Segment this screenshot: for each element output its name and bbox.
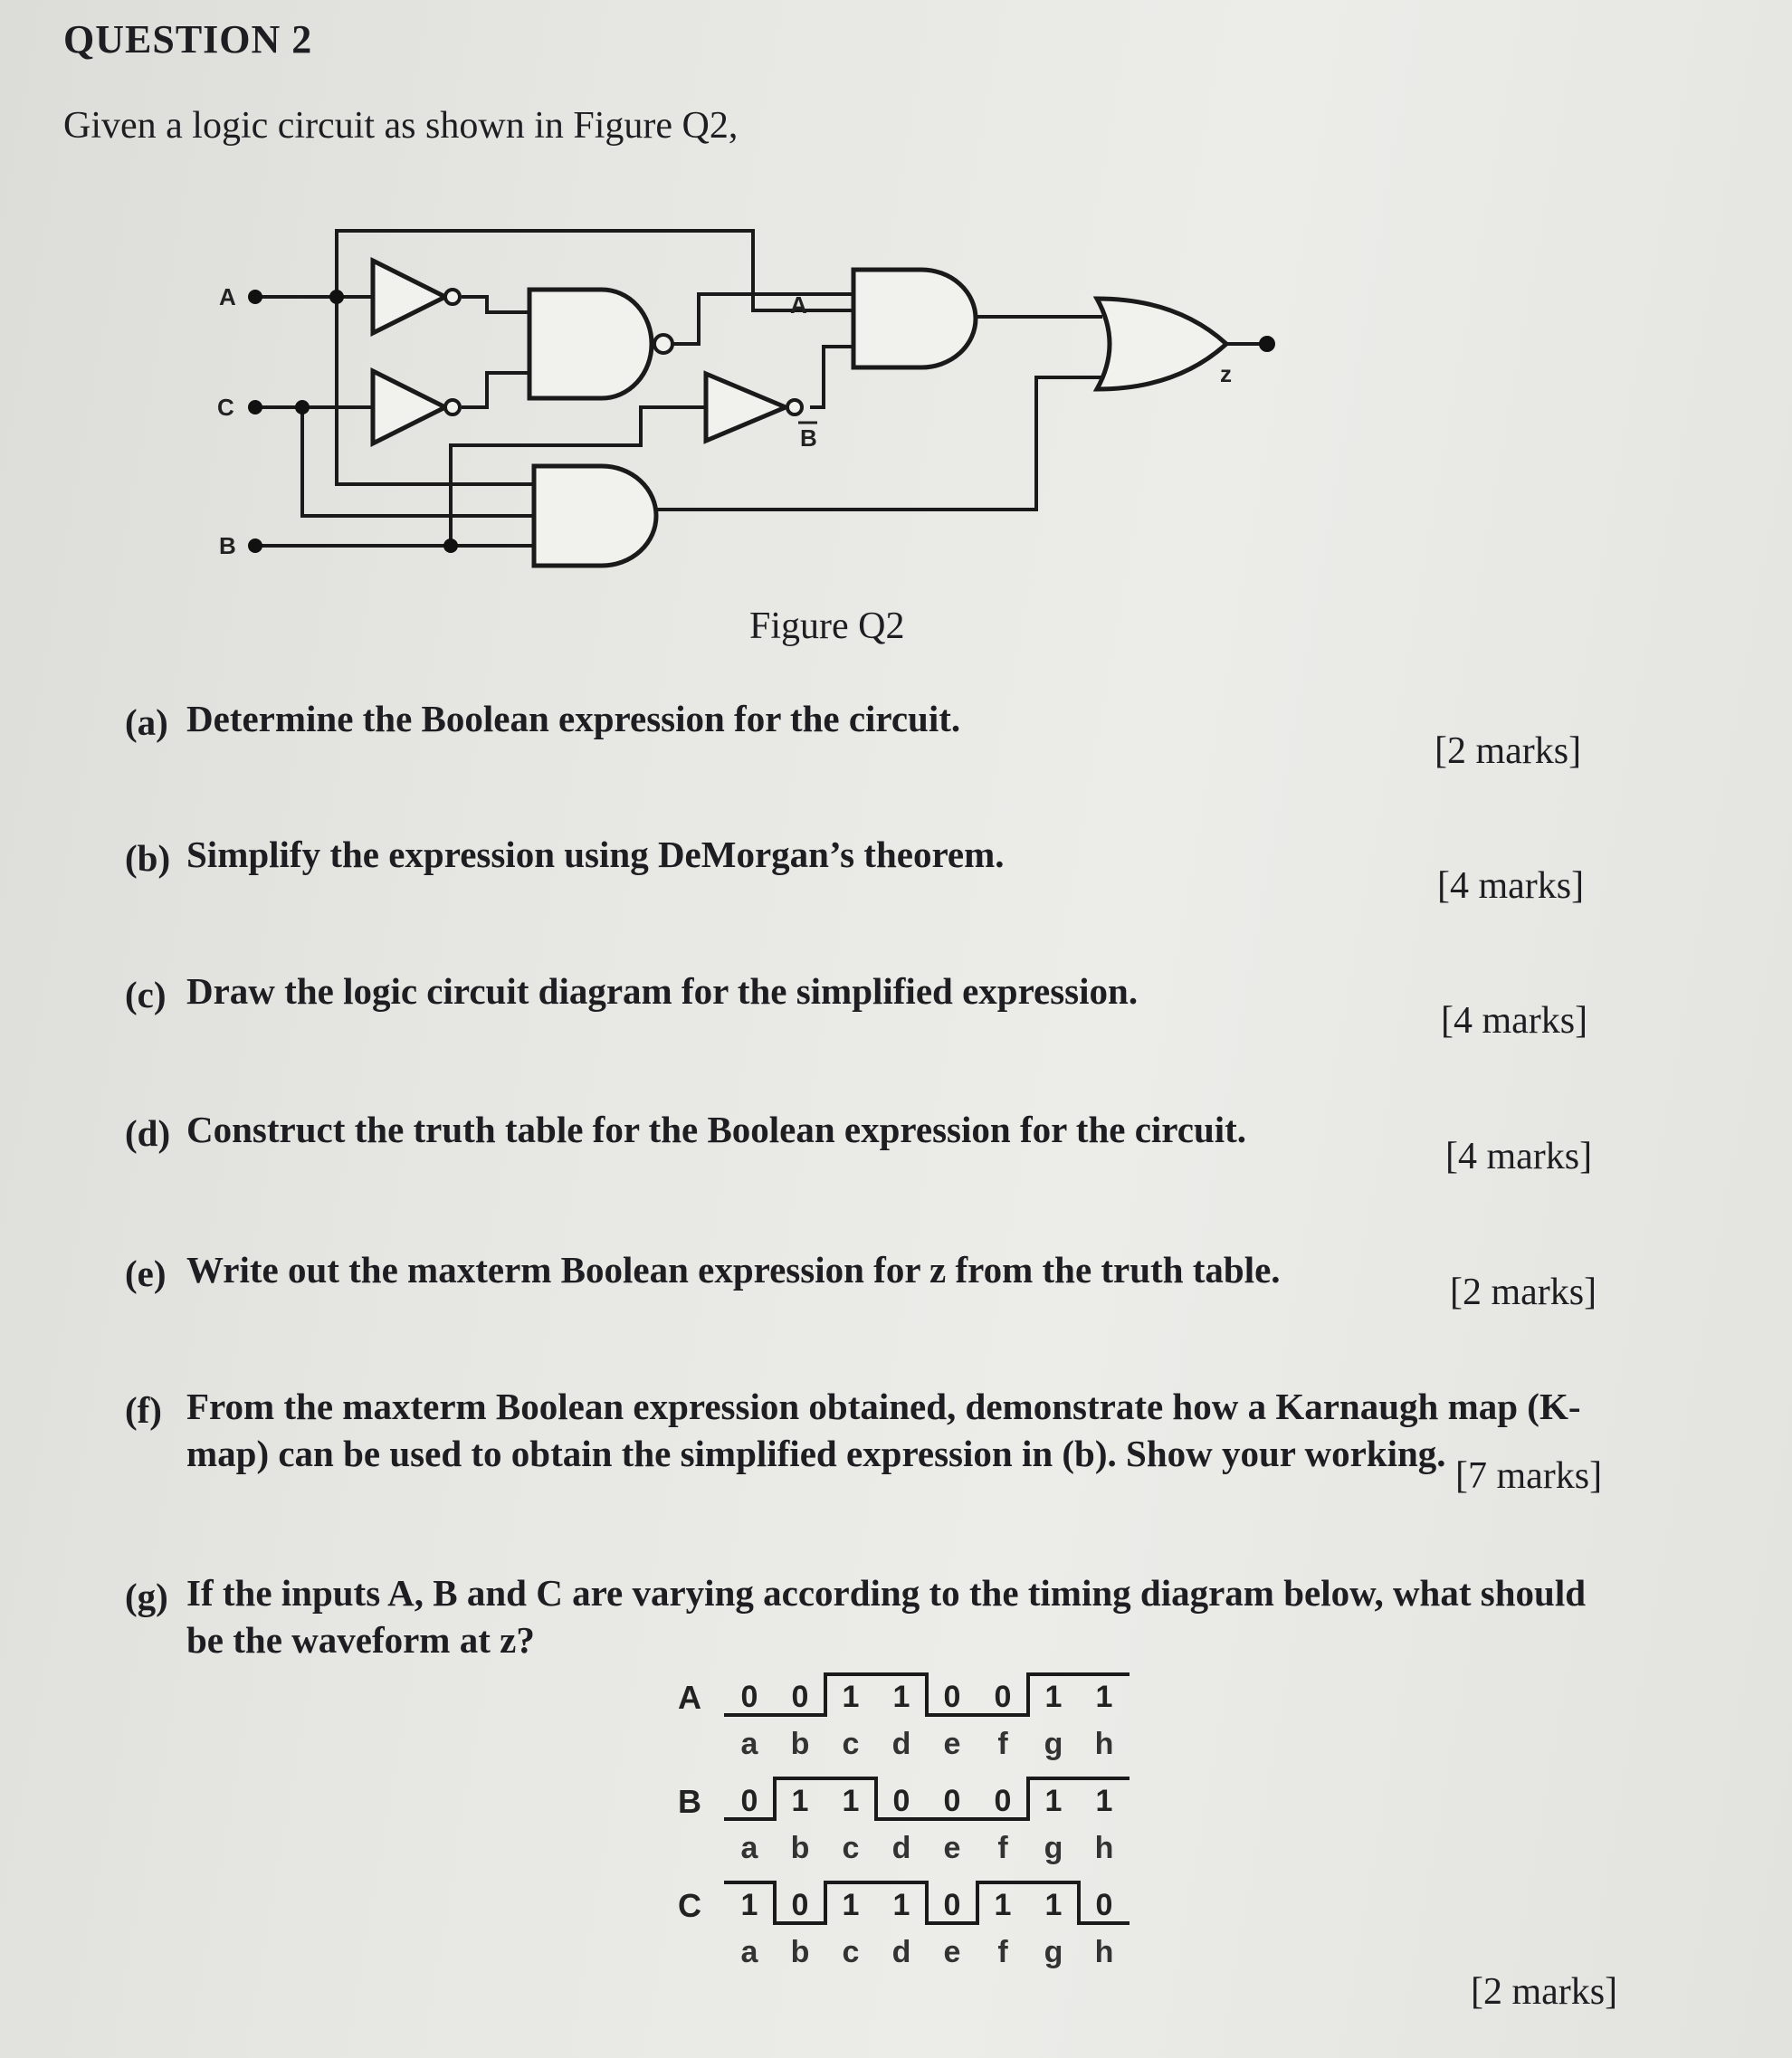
- signal-value-a-a: 0: [740, 1680, 758, 1714]
- output-z-label: z: [1220, 360, 1232, 387]
- signal-value-b-e: 0: [943, 1784, 961, 1818]
- marks-f: [7 marks]: [1455, 1455, 1603, 1497]
- signal-value-b-b: 1: [791, 1784, 809, 1818]
- column-letter-a: a: [740, 1727, 758, 1761]
- column-letter-f: f: [997, 1727, 1008, 1761]
- marks-e: [2 marks]: [1450, 1272, 1597, 1313]
- not-gate-b: [706, 374, 802, 441]
- question-text-f-line1: From the maxterm Boolean expression obtained, demonstrate how a Karnaugh map (K-: [186, 1386, 1581, 1427]
- question-heading: QUESTION 2: [63, 17, 313, 62]
- signal-value-b-g: 1: [1044, 1784, 1063, 1818]
- question-label-c: (c): [125, 974, 167, 1015]
- column-letter-c: c: [842, 1831, 860, 1865]
- figure-caption: Figure Q2: [749, 605, 905, 647]
- input-b-terminal: [248, 538, 262, 553]
- timing-diagram: [670, 1656, 1158, 1982]
- column-letter-g: g: [1044, 1727, 1063, 1761]
- column-letter-d: d: [891, 1727, 911, 1761]
- question-label-f: (f): [125, 1389, 162, 1431]
- not-gate-a: [373, 261, 460, 333]
- signal-value-b-f: 0: [994, 1784, 1012, 1818]
- column-letter-e: e: [943, 1831, 961, 1865]
- column-letter-f: f: [997, 1935, 1008, 1969]
- column-letter-e: e: [943, 1727, 961, 1761]
- question-label-a: (a): [125, 701, 168, 743]
- signal-value-a-c: 1: [842, 1680, 860, 1714]
- signal-label-c: C: [678, 1887, 701, 1924]
- input-c-label: C: [217, 394, 234, 421]
- column-letter-g: g: [1044, 1935, 1063, 1969]
- column-letter-f: f: [997, 1831, 1008, 1865]
- column-letter-b: b: [790, 1831, 810, 1865]
- column-letter-a: a: [740, 1935, 758, 1969]
- input-c-terminal: [248, 400, 262, 414]
- column-letter-d: d: [891, 1831, 911, 1865]
- signal-value-c-b: 0: [791, 1888, 809, 1922]
- signal-value-a-b: 0: [791, 1680, 809, 1714]
- question-text-d: Construct the truth table for the Boolean expression for the circuit.: [186, 1109, 1247, 1150]
- marks-g: [2 marks]: [1471, 1971, 1618, 2013]
- signal-label-a: A: [678, 1679, 701, 1716]
- column-letter-g: g: [1044, 1831, 1063, 1865]
- question-label-b: (b): [125, 837, 171, 879]
- signal-value-a-h: 1: [1095, 1680, 1113, 1714]
- waveform-a: [724, 1674, 1130, 1715]
- column-letter-d: d: [891, 1935, 911, 1969]
- signal-value-c-e: 0: [943, 1888, 961, 1922]
- waveform-b: [724, 1778, 1130, 1819]
- signal-value-b-d: 0: [892, 1784, 910, 1818]
- wire-label-b-bar: B: [800, 424, 817, 452]
- column-letter-h: h: [1094, 1935, 1114, 1969]
- signal-value-a-d: 1: [892, 1680, 910, 1714]
- wire-label-a: A: [790, 291, 807, 319]
- marks-a: [2 marks]: [1435, 730, 1582, 772]
- column-letter-b: b: [790, 1935, 810, 1969]
- junction-c: [295, 400, 310, 414]
- signal-value-c-d: 1: [892, 1888, 910, 1922]
- question-text-a: Determine the Boolean expression for the circuit.: [186, 698, 961, 739]
- question-text-g-line1: If the inputs A, B and C are varying according to the timing diagram below, what should: [186, 1572, 1587, 1614]
- signal-label-b: B: [678, 1783, 701, 1820]
- question-label-e: (e): [125, 1253, 167, 1294]
- signal-value-c-a: 1: [740, 1888, 758, 1922]
- column-letter-a: a: [740, 1831, 758, 1865]
- question-text-g-line2: be the waveform at z?: [186, 1619, 535, 1661]
- input-a-terminal: [248, 290, 262, 304]
- input-a-label: A: [219, 283, 236, 310]
- signal-value-a-f: 0: [994, 1680, 1012, 1714]
- signal-value-a-g: 1: [1044, 1680, 1063, 1714]
- column-letter-b: b: [790, 1727, 810, 1761]
- signal-value-c-f: 1: [994, 1888, 1012, 1922]
- waveform-c: [724, 1882, 1130, 1923]
- marks-c: [4 marks]: [1441, 1000, 1588, 1042]
- column-letter-c: c: [842, 1935, 860, 1969]
- signal-value-c-h: 0: [1095, 1888, 1113, 1922]
- marks-d: [4 marks]: [1445, 1136, 1593, 1177]
- and-gate-bottom: [534, 466, 656, 566]
- column-letter-h: h: [1094, 1727, 1114, 1761]
- output-z-terminal: [1259, 336, 1275, 352]
- junction-b: [443, 538, 458, 553]
- logic-circuit-diagram: [0, 0, 1792, 634]
- intro-text: Given a logic circuit as shown in Figure Q2,: [63, 105, 739, 147]
- column-letter-h: h: [1094, 1831, 1114, 1865]
- question-text-f-line2: map) can be used to obtain the simplified expression in (b). Show your working.: [186, 1433, 1446, 1474]
- signal-value-b-c: 1: [842, 1784, 860, 1818]
- junction-a: [329, 290, 344, 304]
- signal-value-c-g: 1: [1044, 1888, 1063, 1922]
- column-letter-e: e: [943, 1935, 961, 1969]
- or-gate: [1097, 299, 1226, 389]
- signal-value-a-e: 0: [943, 1680, 961, 1714]
- signal-value-b-h: 1: [1095, 1784, 1113, 1818]
- question-label-d: (d): [125, 1112, 171, 1154]
- not-gate-c: [373, 371, 460, 443]
- and-gate-top: [853, 270, 976, 367]
- input-b-label: B: [219, 532, 236, 559]
- question-label-g: (g): [125, 1576, 168, 1617]
- signal-value-c-c: 1: [842, 1888, 860, 1922]
- nand-gate: [529, 290, 672, 398]
- marks-b: [4 marks]: [1437, 865, 1585, 907]
- question-text-b: Simplify the expression using DeMorgan’s theorem.: [186, 834, 1005, 875]
- signal-value-b-a: 0: [740, 1784, 758, 1818]
- column-letter-c: c: [842, 1727, 860, 1761]
- question-text-e: Write out the maxterm Boolean expression for z from the truth table.: [186, 1249, 1281, 1291]
- question-text-c: Draw the logic circuit diagram for the simplified expression.: [186, 970, 1139, 1012]
